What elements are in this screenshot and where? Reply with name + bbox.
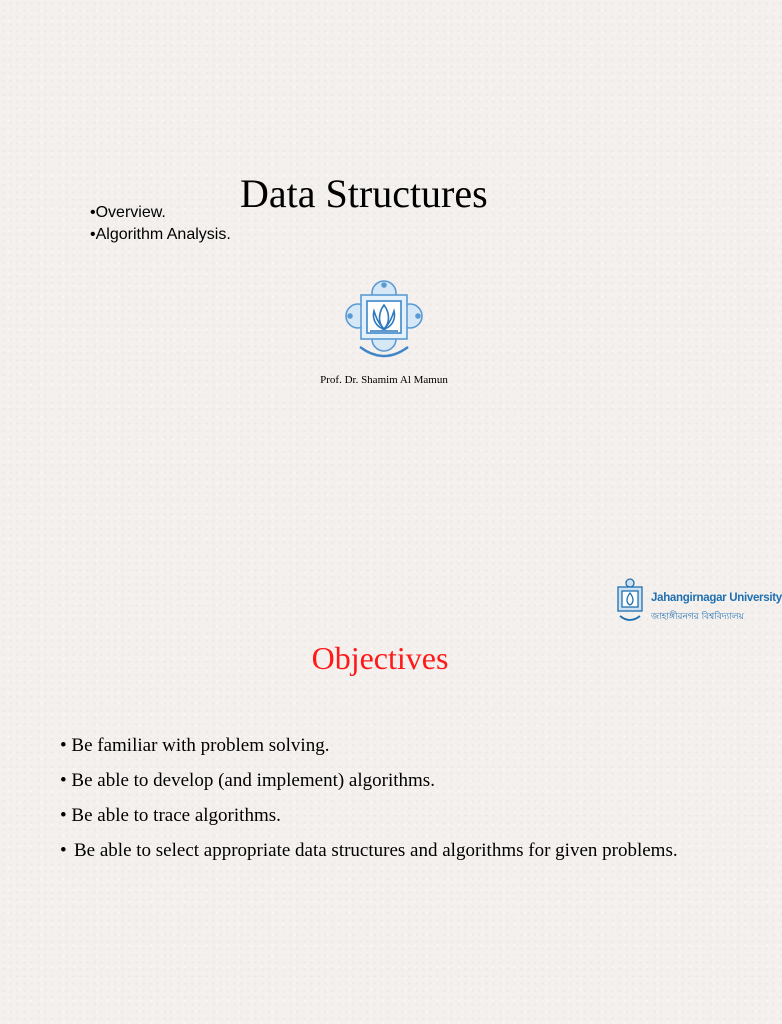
university-name: Jahangirnagar University xyxy=(651,592,782,604)
university-seal-icon xyxy=(338,275,430,367)
university-logo xyxy=(615,578,782,628)
list-item-text: Be able to develop (and implement) algorithms. xyxy=(71,770,435,791)
university-name-bangla: জাহাঙ্গীরনগর বিশ্ববিদ্যালয় xyxy=(651,612,744,622)
list-item-text: Be able to trace algorithms. xyxy=(71,805,281,826)
author-name: Prof. Dr. Shamim Al Mamun xyxy=(320,374,448,386)
topic-item: •Algorithm Analysis. xyxy=(90,226,231,243)
bullet: • xyxy=(60,770,72,791)
list-item-text: Be able to select appropriate data structures and algorithms for given problems. xyxy=(74,840,678,861)
list-item xyxy=(60,838,720,864)
topic-item: •Overview. xyxy=(90,204,166,221)
objectives-title: Objectives xyxy=(311,640,449,676)
university-emblem-icon xyxy=(615,578,645,626)
list-item xyxy=(60,768,720,794)
page-title: Data Structures xyxy=(240,171,488,216)
bullet: • xyxy=(60,735,72,756)
objectives-list xyxy=(60,733,720,873)
bullet: • xyxy=(60,840,67,861)
topic-list xyxy=(90,202,231,246)
list-item xyxy=(60,803,720,829)
list-item xyxy=(60,733,720,759)
list-item-text: Be familiar with problem solving. xyxy=(71,735,330,756)
bullet: • xyxy=(60,805,72,826)
slide-title xyxy=(0,0,768,512)
